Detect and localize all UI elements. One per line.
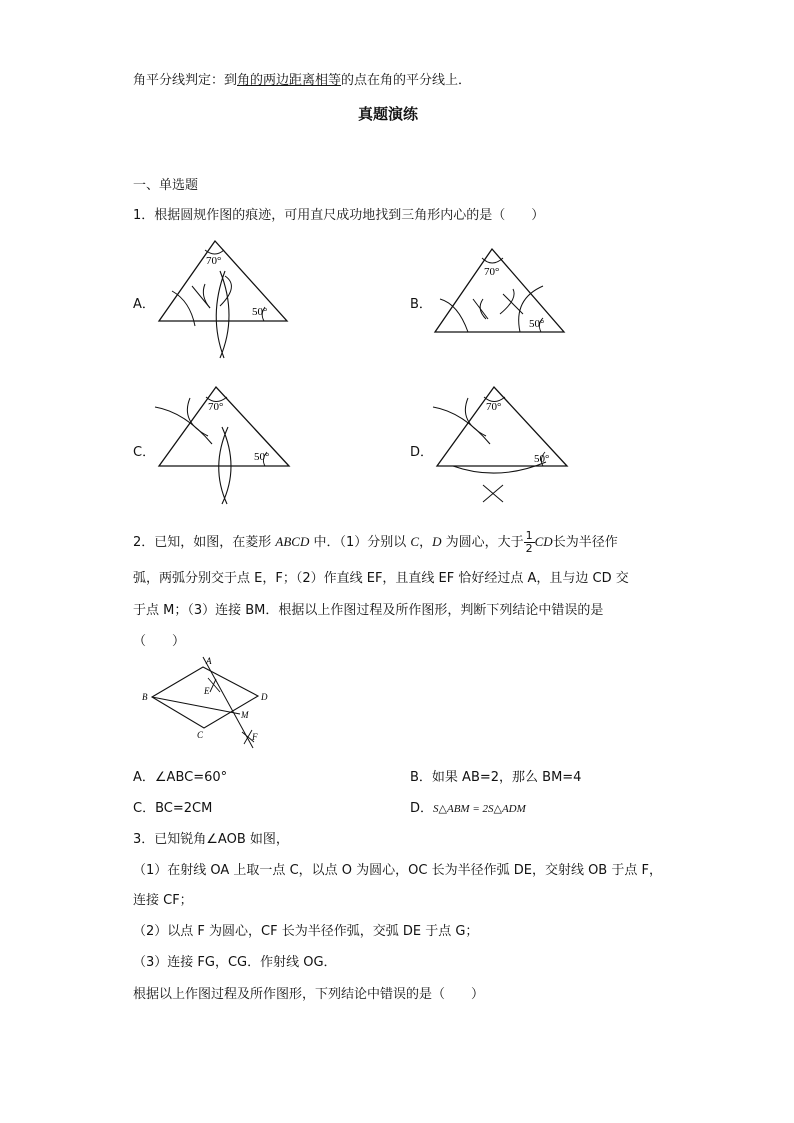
q2-option-c[interactable]: C．BC=2CM	[133, 801, 213, 816]
q2-text: 为圆心，大于	[441, 535, 524, 550]
q3-line5: （3）连接 FG，CG．作射线 OG．	[133, 955, 337, 970]
label-d: D	[261, 692, 268, 702]
q1-figure-b	[428, 244, 573, 344]
intro-line	[133, 69, 471, 88]
q2-text: ，	[419, 535, 433, 550]
angle-50-label: 50°	[529, 318, 545, 330]
section-title: 真题演练	[358, 105, 419, 123]
q2-point-c: C	[410, 534, 420, 549]
angle-50-label: 50°	[534, 453, 550, 465]
angle-70-label: 70°	[208, 401, 224, 413]
intro-underlined: 角的两边距离相等	[237, 73, 342, 88]
intro-lead: 角平分线判定：到	[133, 73, 238, 88]
part-heading: 一、单选题	[133, 178, 199, 193]
angle-50-label: 50°	[254, 451, 270, 463]
label-e: E	[204, 686, 210, 696]
q2-line2: 弧，两弧分别交于点 E，F；（2）作直线 EF，且直线 EF 恰好经过点 A，且与边 CD 交	[133, 571, 629, 586]
one-half-fraction	[524, 530, 535, 555]
frac-den: 2	[525, 542, 533, 555]
label-a: A	[206, 656, 212, 666]
frac-num: 1	[525, 529, 533, 542]
q2-cd: CD	[534, 534, 553, 549]
q2-text: 长为半径作	[552, 535, 618, 550]
q3-line6: 根据以上作图过程及所作图形，下列结论中错误的是（ ）	[133, 987, 485, 1002]
q2-line3: 于点 M；（3）连接 BM．根据以上作图过程及所作图形，判断下列结论中错误的是	[133, 603, 604, 618]
q2-option-d-expr: S△ABM = 2S△ADM	[433, 803, 526, 815]
q1-option-c-label[interactable]: C．	[133, 445, 156, 460]
q2-point-d: D	[432, 534, 442, 549]
q1-option-b-label[interactable]: B．	[410, 297, 432, 312]
q1-option-a-label[interactable]: A．	[133, 297, 155, 312]
q2-line1	[133, 530, 618, 555]
q2-text: 2．已知，如图，在菱形	[133, 535, 276, 550]
q2-abcd: ABCD	[275, 534, 310, 549]
angle-70-label: 70°	[484, 266, 500, 278]
q2-option-d[interactable]	[410, 797, 526, 816]
q3-line2: （1）在射线 OA 上取一点 C，以点 O 为圆心，OC 长为半径作弧 DE，交射线 OB 于点 F，	[133, 863, 662, 878]
q2-option-d-label: D．	[410, 801, 434, 816]
angle-70-label: 70°	[486, 401, 502, 413]
q1-figure-d	[428, 382, 573, 507]
label-b: B	[142, 692, 148, 702]
q2-figure-rhombus	[138, 652, 278, 752]
label-f: F	[252, 732, 258, 742]
angle-50-label: 50°	[252, 306, 268, 318]
q2-text: 中．（1）分别以	[309, 535, 411, 550]
q1-stem: 1．根据圆规作图的痕迹，可用直尺成功地找到三角形内心的是（ ）	[133, 208, 545, 223]
q3-line1: 3．已知锐角∠AOB 如图，	[133, 832, 289, 847]
intro-tail: 的点在角的平分线上．	[341, 73, 472, 88]
q1-figure-a	[150, 236, 295, 366]
label-m: M	[241, 710, 249, 720]
q2-paren: （ ）	[133, 634, 186, 649]
q2-option-b[interactable]: B．如果 AB=2，那么 BM=4	[410, 770, 582, 785]
label-c: C	[197, 730, 204, 740]
q1-figure-c	[150, 382, 295, 507]
q3-line4: （2）以点 F 为圆心，CF 长为半径作弧，交弧 DE 于点 G；	[133, 924, 479, 939]
angle-70-label: 70°	[206, 255, 222, 267]
q3-line3: 连接 CF；	[133, 893, 193, 908]
q2-option-a[interactable]: A．∠ABC=60°	[133, 770, 228, 785]
q1-option-d-label[interactable]: D．	[410, 445, 434, 460]
